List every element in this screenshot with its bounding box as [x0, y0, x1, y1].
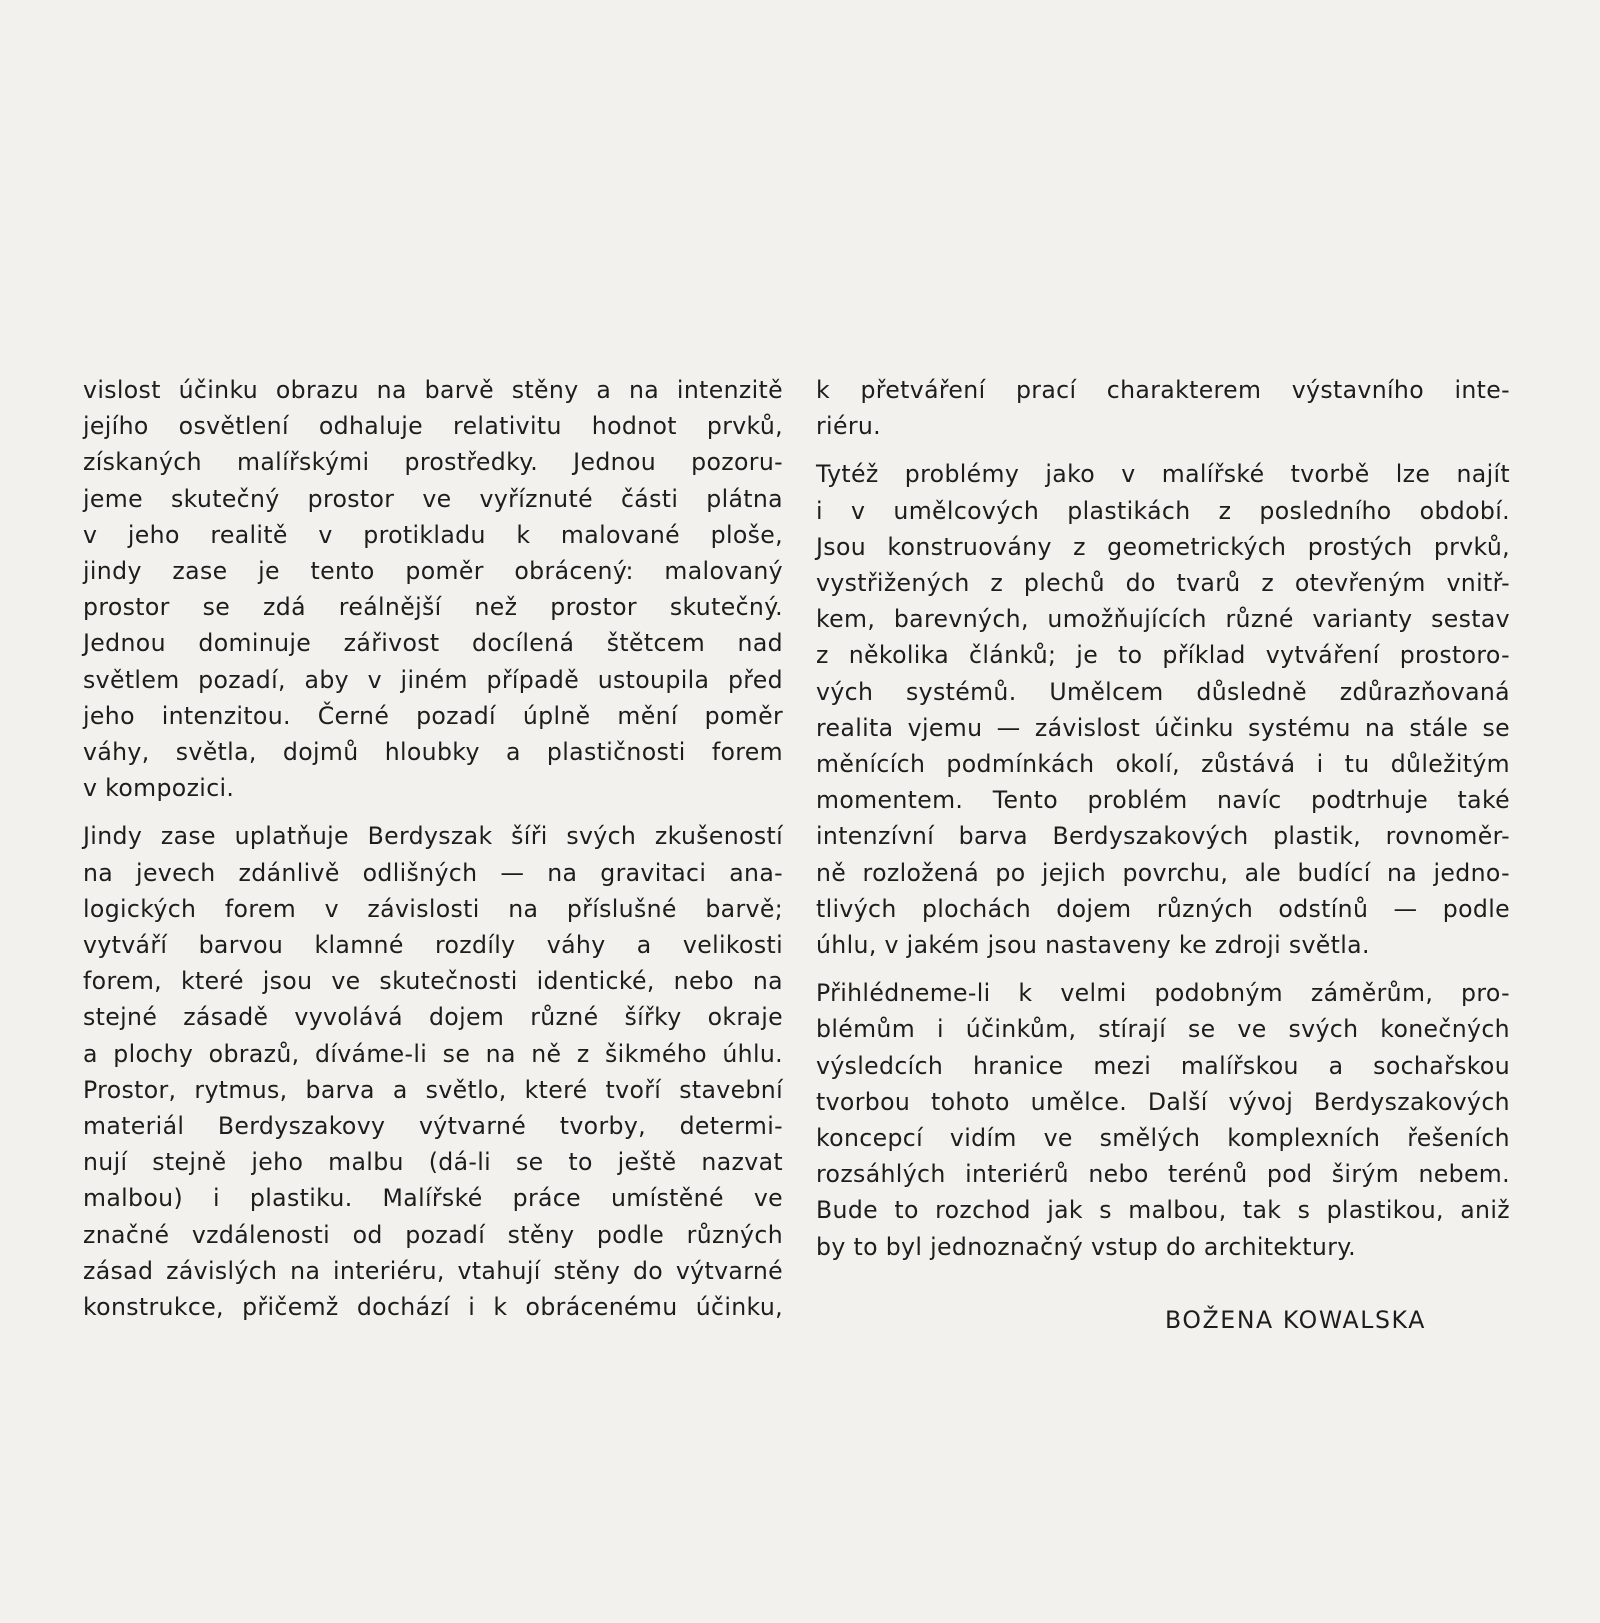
- text-line: ně rozložená po jejich povrchu, ale budící na jedno-: [816, 858, 1510, 887]
- text-line: kem, barevných, umožňujících různé varianty sestav: [816, 605, 1510, 634]
- paragraph: [83, 372, 783, 806]
- text-line: intenzívní barva Berdyszakových plastik, rovnoměr-: [816, 822, 1510, 851]
- text-line: vytváří barvou klamné rozdíly váhy a velikosti: [83, 931, 783, 960]
- text-line: k přetváření prací charakterem výstavního inte-: [816, 376, 1510, 404]
- author-signature: BOŽENA KOWALSKA: [1165, 1306, 1426, 1334]
- text-line: Prostor, rytmus, barva a světlo, které tvoří stavební: [83, 1075, 783, 1104]
- left-text-column: [83, 372, 783, 1325]
- text-line: forem, které jsou ve skutečnosti identické, nebo na: [83, 967, 783, 996]
- text-line: logických forem v závislosti na příslušné barvě;: [83, 894, 783, 923]
- text-line: Jindy zase uplatňuje Berdyszak šíři svých zkušeností: [83, 822, 783, 851]
- text-line: vých systémů. Umělcem důsledně zdůrazňovaná: [816, 677, 1510, 706]
- text-line: vislost účinku obrazu na barvě stěny a na intenzitě: [83, 376, 783, 404]
- text-line: riéru.: [816, 412, 882, 441]
- text-line: zásad závislých na interiéru, vtahují stěny do výtvarné: [83, 1256, 783, 1285]
- text-line: rozsáhlých interiérů nebo terénů pod širým nebem.: [816, 1160, 1510, 1189]
- text-line: tvorbou tohoto umělce. Další vývoj Berdyszakových: [816, 1087, 1510, 1116]
- text-line: měnících podmínkách okolí, zůstává i tu důležitým: [816, 750, 1510, 779]
- text-line: výsledcích hranice mezi malířskou a sochařskou: [816, 1051, 1510, 1080]
- paragraph: [816, 456, 1510, 963]
- text-line: z několika článků; je to příklad vytváření prostoro-: [816, 641, 1510, 670]
- text-line: v jeho realitě v protikladu k malované ploše,: [83, 520, 783, 549]
- text-line: v kompozici.: [83, 774, 235, 803]
- text-line: na jevech zdánlivě odlišných — na gravitaci ana-: [83, 858, 783, 887]
- text-line: Jsou konstruovány z geometrických prostých prvků,: [816, 532, 1510, 561]
- text-line: Přihlédneme-li k velmi podobným záměrům, pro-: [816, 979, 1510, 1008]
- text-line: konstrukce, přičemž dochází i k obrácenému účinku,: [83, 1293, 783, 1322]
- text-line: by to byl jednoznačný vstup do architektury.: [816, 1232, 1357, 1261]
- text-line: Jednou dominuje zářivost docílená štětcem nad: [83, 629, 783, 658]
- text-line: získaných malířskými prostředky. Jednou pozoru-: [83, 448, 783, 477]
- text-line: nují stejně jeho malbu (dá-li se to ještě nazvat: [83, 1148, 783, 1177]
- text-line: momentem. Tento problém navíc podtrhuje také: [816, 786, 1510, 815]
- text-line: malbou) i plastiku. Malířské práce umístěné ve: [83, 1184, 783, 1213]
- paragraph: [816, 975, 1510, 1265]
- right-text-column: [816, 372, 1510, 1265]
- text-line: realita vjemu — závislost účinku systému na stále se: [816, 713, 1510, 742]
- text-line: jeme skutečný prostor ve vyříznuté části plátna: [83, 484, 783, 513]
- text-line: vystřižených z plechů do tvarů z otevřeným vnitř-: [816, 569, 1510, 598]
- text-line: jejího osvětlení odhaluje relativitu hodnot prvků,: [83, 412, 783, 441]
- text-line: materiál Berdyszakovy výtvarné tvorby, determi-: [83, 1112, 783, 1141]
- text-line: prostor se zdá reálnější než prostor skutečný.: [83, 593, 783, 622]
- paragraph: [83, 818, 783, 1325]
- text-line: světlem pozadí, aby v jiném případě ustoupila před: [83, 665, 783, 694]
- text-line: tlivých plochách dojem různých odstínů — podle: [816, 894, 1510, 923]
- text-line: blémům i účinkům, stírají se ve svých konečných: [816, 1015, 1510, 1044]
- text-line: jindy zase je tento poměr obrácený: malovaný: [83, 557, 783, 586]
- text-line: váhy, světla, dojmů hloubky a plastičnosti forem: [83, 738, 783, 767]
- text-line: i v umělcových plastikách z posledního období.: [816, 496, 1510, 525]
- text-line: koncepcí vidím ve smělých komplexních řešeních: [816, 1124, 1510, 1153]
- text-line: značné vzdálenosti od pozadí stěny podle různých: [83, 1220, 783, 1249]
- text-line: stejné zásadě vyvolává dojem různé šířky okraje: [83, 1003, 783, 1032]
- text-line: úhlu, v jakém jsou nastaveny ke zdroji světla.: [816, 931, 1370, 960]
- text-line: Tytéž problémy jako v malířské tvorbě lze najít: [816, 460, 1510, 489]
- text-line: jeho intenzitou. Černé pozadí úplně mění poměr: [83, 701, 783, 730]
- text-line: a plochy obrazů, díváme-li se na ně z šikmého úhlu.: [83, 1039, 783, 1068]
- paragraph: [816, 372, 1510, 444]
- text-line: Bude to rozchod jak s malbou, tak s plastikou, aniž: [816, 1196, 1510, 1225]
